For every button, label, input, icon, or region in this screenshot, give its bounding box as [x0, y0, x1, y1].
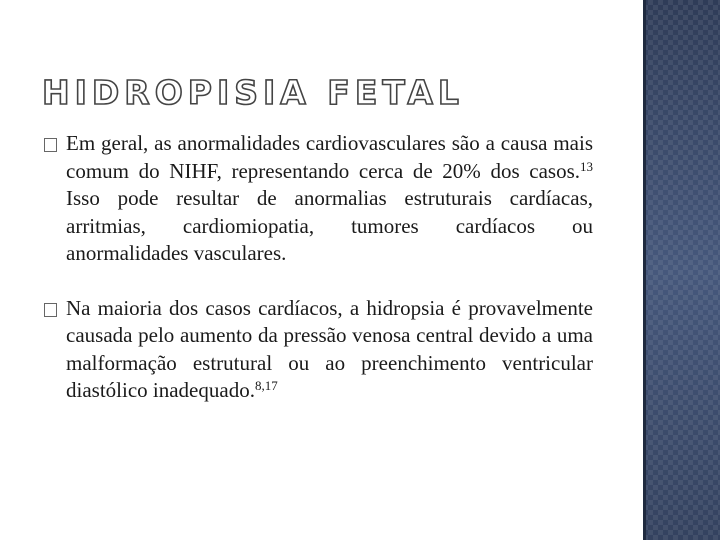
- bullet-text: [66, 130, 593, 268]
- citation: 13: [580, 158, 593, 174]
- side-panel-edge: [643, 0, 646, 540]
- bullet-text: [66, 295, 593, 405]
- bullet-list: [44, 130, 593, 405]
- decorative-side-panel: [643, 0, 720, 540]
- bullet-text-main: Em geral, as anormalidades cardiovasculares são a causa mais comum do NIHF, representando cerca de 20% dos casos.: [66, 131, 593, 183]
- bullet-box-icon: [44, 138, 57, 152]
- bullet-box-icon: [44, 303, 57, 317]
- bullet-text-continued: Isso pode resultar de anormalias estruturais cardíacas, arritmias, cardiomiopatia, tumores cardíacos ou anormalidades vasculares.: [66, 186, 593, 265]
- bullet-item: [44, 130, 593, 268]
- bullet-item: [44, 295, 593, 405]
- slide-title: HIDROPISIA FETAL: [42, 73, 464, 112]
- bullet-text-main: Na maioria dos casos cardíacos, a hidropsia é provavelmente causada pelo aumento da pressão venosa central devido a uma malformação estrutural ou ao preenchimento ventricular diastólico inadequado.: [66, 295, 593, 402]
- citation: 8,17: [254, 378, 278, 393]
